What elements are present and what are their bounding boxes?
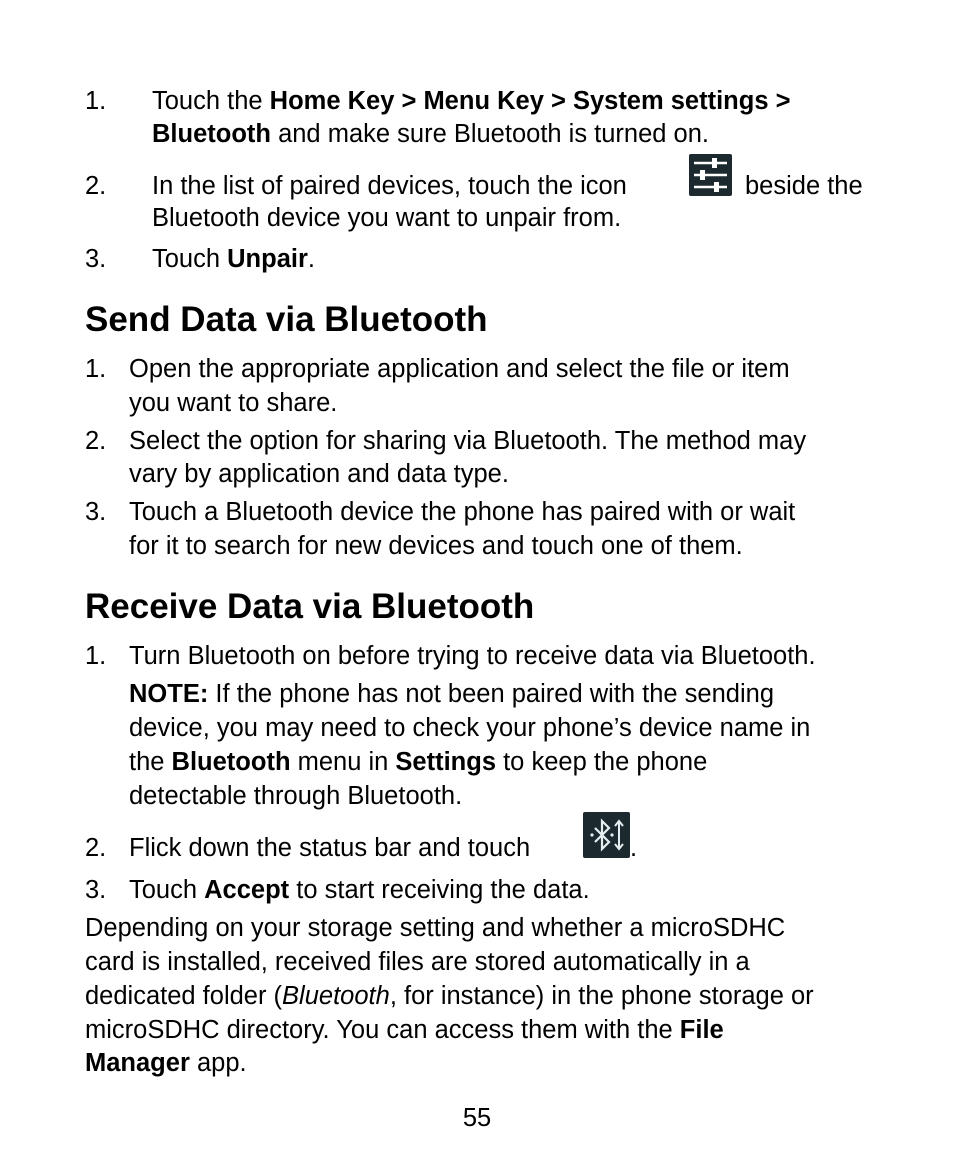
text-run: dedicated folder ( bbox=[85, 982, 283, 1010]
paragraph-line bbox=[85, 1047, 247, 1080]
settings-bold: Settings bbox=[395, 748, 497, 776]
unpair-bold: Unpair bbox=[227, 245, 308, 273]
list-item-number: 3. bbox=[85, 498, 107, 526]
list-item-text: Turn Bluetooth on before trying to receive data via Bluetooth. bbox=[129, 642, 816, 670]
accept-bold: Accept bbox=[204, 876, 290, 904]
text-run: and make sure Bluetooth is turned on. bbox=[270, 120, 710, 148]
list-item-number: 2. bbox=[85, 427, 107, 455]
list-item-text bbox=[129, 874, 590, 907]
list-item-text: . bbox=[630, 834, 638, 862]
bluetooth-menu-bold: Bluetooth bbox=[171, 748, 291, 776]
list-item-number: 3. bbox=[85, 876, 107, 904]
list-item-number: 1. bbox=[85, 355, 107, 383]
section-heading: Send Data via Bluetooth bbox=[85, 300, 488, 339]
note-text: device, you may need to check your phone’s device name in bbox=[129, 714, 811, 742]
paragraph-line bbox=[85, 980, 814, 1013]
list-item-text: beside the bbox=[745, 172, 863, 200]
text-run: the bbox=[129, 748, 172, 776]
list-item-number: 1. bbox=[85, 642, 107, 670]
list-item-text: Open the appropriate application and select the file or item bbox=[129, 355, 790, 383]
section-heading: Receive Data via Bluetooth bbox=[85, 587, 535, 626]
text-run: . bbox=[307, 245, 315, 273]
paragraph-line bbox=[85, 1014, 724, 1047]
folder-name-italic: Bluetooth bbox=[282, 982, 390, 1010]
list-item-text: vary by application and data type. bbox=[129, 460, 509, 488]
list-item-text bbox=[152, 243, 315, 276]
list-item-text: In the list of paired devices, touch the icon bbox=[152, 172, 627, 200]
note-text bbox=[129, 678, 774, 711]
ui-path-bold: Home Key > Menu Key > System settings > bbox=[269, 87, 791, 115]
list-item-text bbox=[152, 85, 791, 118]
list-item-text: Bluetooth device you want to unpair from. bbox=[152, 204, 622, 232]
list-item-text: Touch a Bluetooth device the phone has paired with or wait bbox=[129, 498, 796, 526]
list-item-number: 2. bbox=[85, 834, 107, 862]
list-item-number: 2. bbox=[85, 172, 107, 200]
list-item-number: 3. bbox=[85, 245, 107, 273]
text-run: , for instance) in the phone storage or bbox=[389, 982, 814, 1010]
file-manager-bold: Manager bbox=[85, 1049, 190, 1077]
bluetooth-bold: Bluetooth bbox=[152, 120, 271, 148]
list-item-text: Flick down the status bar and touch bbox=[129, 834, 531, 862]
text-run: menu in bbox=[290, 748, 396, 776]
list-item-text: you want to share. bbox=[129, 389, 338, 417]
text-run: Touch the bbox=[152, 87, 270, 115]
text-run: to start receiving the data. bbox=[289, 876, 590, 904]
bluetooth-discoverable-icon bbox=[583, 812, 630, 858]
note-text bbox=[129, 746, 707, 779]
text-run: app. bbox=[189, 1049, 247, 1077]
settings-sliders-icon bbox=[689, 154, 732, 196]
list-item-number: 1. bbox=[85, 87, 107, 115]
note-text: detectable through Bluetooth. bbox=[129, 782, 463, 810]
paragraph-line: Depending on your storage setting and whether a microSDHC bbox=[85, 914, 786, 942]
list-item-text: for it to search for new devices and touch one of them. bbox=[129, 532, 743, 560]
file-manager-bold: File bbox=[679, 1016, 724, 1044]
list-item-text: Select the option for sharing via Bluetooth. The method may bbox=[129, 427, 807, 455]
text-run: Touch bbox=[152, 245, 228, 273]
text-run: to keep the phone bbox=[496, 748, 708, 776]
note-label: NOTE: bbox=[129, 680, 209, 708]
paragraph-line: card is installed, received files are stored automatically in a bbox=[85, 948, 750, 976]
text-run: microSDHC directory. You can access them with the bbox=[85, 1016, 680, 1044]
page-number: 55 bbox=[462, 1104, 492, 1132]
text-run: Touch bbox=[129, 876, 205, 904]
text-run: If the phone has not been paired with the sending bbox=[208, 680, 774, 708]
list-item-text bbox=[152, 118, 709, 151]
